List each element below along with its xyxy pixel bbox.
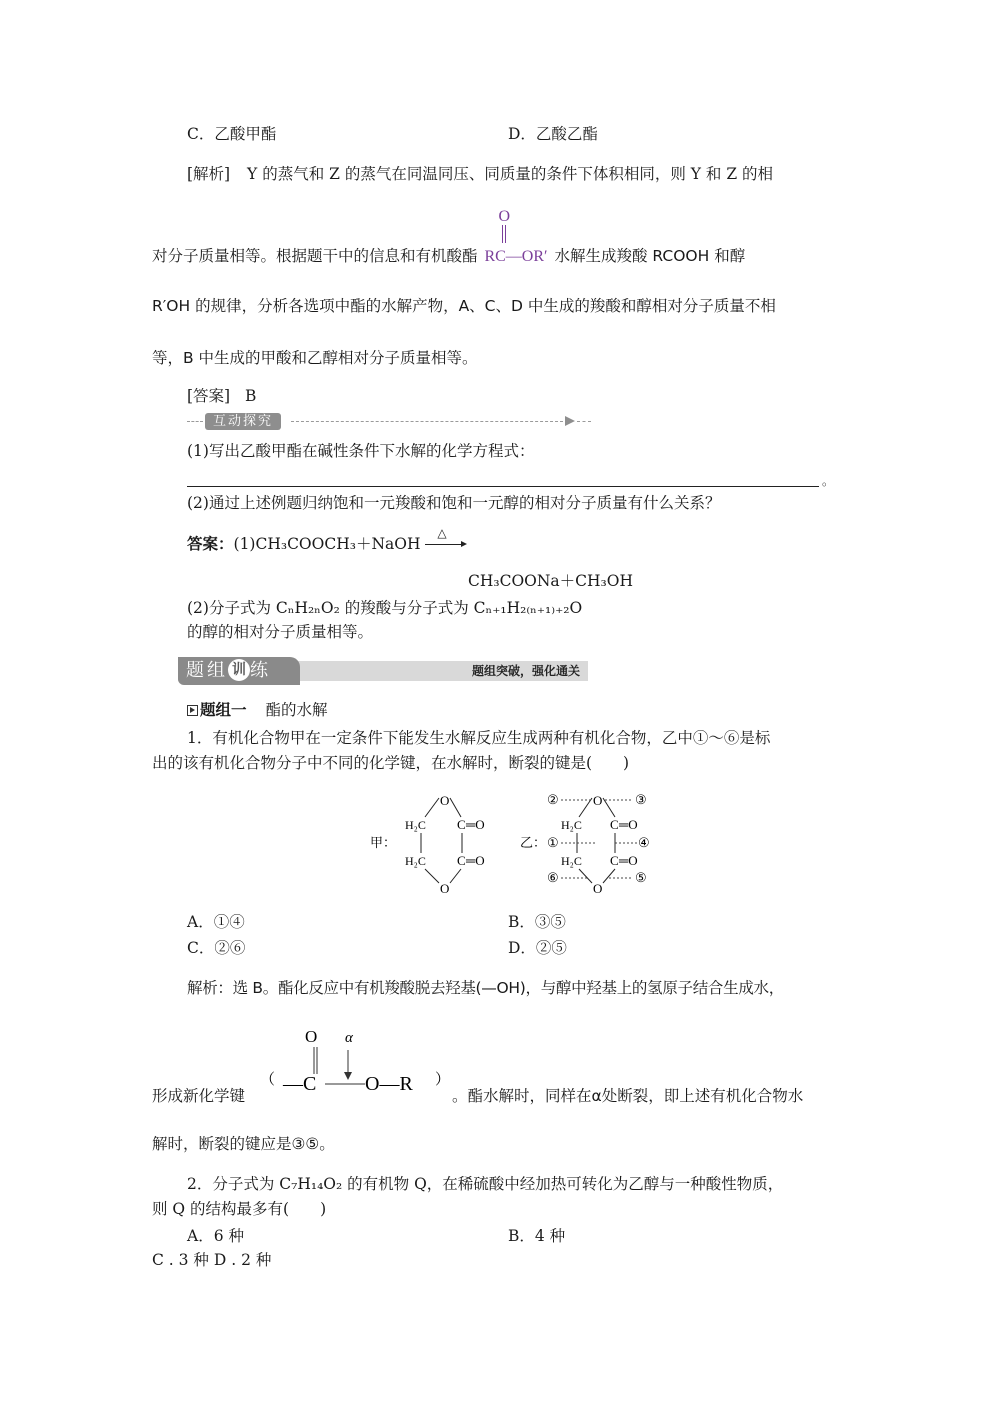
equation-reactants: CH₃COOCH₃＋NaOH <box>255 535 421 553</box>
divider <box>577 421 591 422</box>
q1-option-d[interactable]: D．②⑤ <box>508 939 567 957</box>
analysis-line-2 <box>152 208 746 267</box>
left-paren: （ <box>260 1072 276 1088</box>
q1-option-c[interactable]: C．②⑥ <box>187 939 246 957</box>
right-paren: ） <box>435 1072 451 1088</box>
section-title: 互动探究 <box>205 413 281 430</box>
training-banner <box>178 657 588 685</box>
interactive-q1: (1)写出乙酸甲酯在碱性条件下水解的化学方程式： <box>187 442 535 460</box>
ester-double-bond <box>502 225 503 243</box>
ester-rc: RC <box>484 248 506 265</box>
analysis-text: Y 的蒸气和 Z 的蒸气在同温同压、同质量的条件下体积相同，则 Y 和 Z 的相 <box>247 165 774 183</box>
group-topic: 酯的水解 <box>265 701 328 719</box>
marker-6: ⑥ <box>547 870 559 885</box>
ester-or: OR′ <box>521 248 548 265</box>
group-label: 题组一 <box>200 701 247 719</box>
yi-label: 乙： <box>520 835 547 850</box>
q2-option-cd[interactable]: C . 3 种 D . 2 种 <box>152 1251 272 1269</box>
carbonyl-top: ═O <box>619 817 638 832</box>
analysis-line-4: 等，B 中生成的甲酸和乙醇相对分子质量相等。 <box>152 349 478 367</box>
answer-value: B <box>245 387 257 405</box>
carbonyl-bottom: ═O <box>619 853 638 868</box>
group-heading <box>187 700 327 720</box>
carbonyl-bottom: ═O <box>466 853 485 868</box>
interactive-section-header <box>187 413 587 431</box>
analysis-text: 对分子质量相等。根据题干中的信息和有机酸酯 <box>152 247 478 265</box>
q1-analysis-line-3: 解时，断裂的键应是③⑤。 <box>152 1135 335 1153</box>
yi-bonds <box>577 798 615 883</box>
carbonyl-o: O <box>305 1027 318 1046</box>
answer-number: (1) <box>233 535 256 553</box>
atom-h2c-top: H₂C <box>405 818 426 832</box>
arrow-head <box>461 541 467 547</box>
equation-products: CH₃COONa＋CH₃OH <box>468 572 633 590</box>
answer-label: [答案] <box>187 387 231 405</box>
option-d: D．乙酸乙酯 <box>508 125 598 143</box>
atom-c-top: C <box>457 817 466 832</box>
fill-blank-line[interactable] <box>187 486 819 487</box>
ester-formula <box>484 208 548 267</box>
answer-line <box>187 386 256 406</box>
analysis-text: 形成新化学键 <box>152 1087 246 1105</box>
carbon-group: —C <box>283 1073 317 1095</box>
interactive-answer-2-line-1: (2)分子式为 CₙH₂ₙO₂ 的羧酸与分子式为 Cₙ₊₁H₂₍ₙ₊₁₎₊₂O <box>187 599 583 617</box>
heat-symbol: △ <box>437 526 447 540</box>
q1-analysis-line-2-post: 。酯水解时，同样在α处断裂，即上述有机化合物水 <box>452 1087 804 1105</box>
atom-c-top: C <box>610 817 619 832</box>
atom-o-top: O <box>440 793 450 808</box>
atom-h2c-bottom: H₂C <box>405 854 426 868</box>
period: 。 <box>822 474 835 488</box>
q1-stem-line-2: 出的该有机化合物分子中不同的化学键，在水解时，断裂的键是( ) <box>152 754 630 772</box>
marker-1: ① <box>547 835 559 850</box>
q1-analysis-line-2 <box>152 1086 245 1106</box>
atom-o-bottom: O <box>593 881 603 896</box>
q2-stem-line-2: 则 Q 的结构最多有( ) <box>152 1200 327 1218</box>
or-group: O—R <box>365 1073 413 1095</box>
alpha-label: α <box>345 1030 353 1046</box>
interactive-q2: (2)通过上述例题归纳饱和一元羧酸和饱和一元醇的相对分子质量有什么关系？ <box>187 494 721 512</box>
analysis-text: 水解生成羧酸 RCOOH 和醇 <box>554 247 746 265</box>
marker-3: ③ <box>635 792 647 807</box>
jia-label: 甲： <box>370 835 397 850</box>
q2-option-b[interactable]: B．4 种 <box>508 1227 566 1245</box>
carbonyl-top: ═O <box>466 817 485 832</box>
arrow-icon <box>565 416 575 426</box>
interactive-answer-2-line-2: 的醇的相对分子质量相等。 <box>187 623 374 641</box>
option-c: C．乙酸甲酯 <box>187 125 277 143</box>
answer-label: 答案： <box>187 535 234 553</box>
structure-figure <box>365 785 675 900</box>
arrow-shaft <box>425 544 463 545</box>
atom-h2c-bottom: H₂C <box>561 854 582 868</box>
marker-5: ⑤ <box>635 870 647 885</box>
atom-c-bottom: C <box>610 853 619 868</box>
divider <box>187 421 203 422</box>
banner-title-a: 题组 <box>186 660 228 681</box>
interactive-answer-1 <box>187 526 467 554</box>
banner-subtitle: 题组突破，强化通关 <box>471 664 580 678</box>
marker-4: ④ <box>638 835 650 850</box>
banner-title-b: 练 <box>250 660 271 681</box>
q1-analysis-line-1: 解析：选 B。酯化反应中有机羧酸脱去羟基(—OH)，与醇中羟基上的氢原子结合生成水， <box>187 979 784 997</box>
q1-stem-line-1: 1．有机化合物甲在一定条件下能发生水解反应生成两种有机化合物，乙中①～⑥是标 <box>187 729 771 747</box>
ester-bond-formula <box>255 1022 455 1112</box>
q2-option-a[interactable]: A．6 种 <box>187 1227 244 1245</box>
atom-o-bottom: O <box>440 881 450 896</box>
analysis-line-1 <box>187 164 773 184</box>
q1-option-b[interactable]: B．③⑤ <box>508 913 566 931</box>
ester-double-bond <box>505 225 506 243</box>
divider <box>291 421 563 422</box>
marker-2: ② <box>547 792 559 807</box>
q2-stem-line-1: 2．分子式为 C₇H₁₄O₂ 的有机物 Q，在稀硫酸中经加热可转化为乙醇与一种酸性物质， <box>187 1175 784 1193</box>
jia-bonds <box>421 798 462 883</box>
reaction-arrow <box>425 526 467 549</box>
ester-bond: — <box>505 248 522 265</box>
analysis-line-3: R′OH 的规律，分析各选项中酯的水解产物，A、C、D 中生成的羧酸和醇相对分子质量不相 <box>152 297 776 315</box>
ester-carbonyl-o: O <box>498 208 511 225</box>
banner-circle-char: 训 <box>228 659 250 681</box>
play-icon <box>187 705 198 716</box>
atom-c-bottom: C <box>457 853 466 868</box>
atom-h2c-top: H₂C <box>561 818 582 832</box>
banner-title <box>178 657 300 685</box>
atom-o-top: O <box>593 793 603 808</box>
analysis-label: [解析] <box>187 165 231 183</box>
q1-option-a[interactable]: A．①④ <box>187 913 245 931</box>
alpha-arrow-head <box>344 1072 352 1080</box>
